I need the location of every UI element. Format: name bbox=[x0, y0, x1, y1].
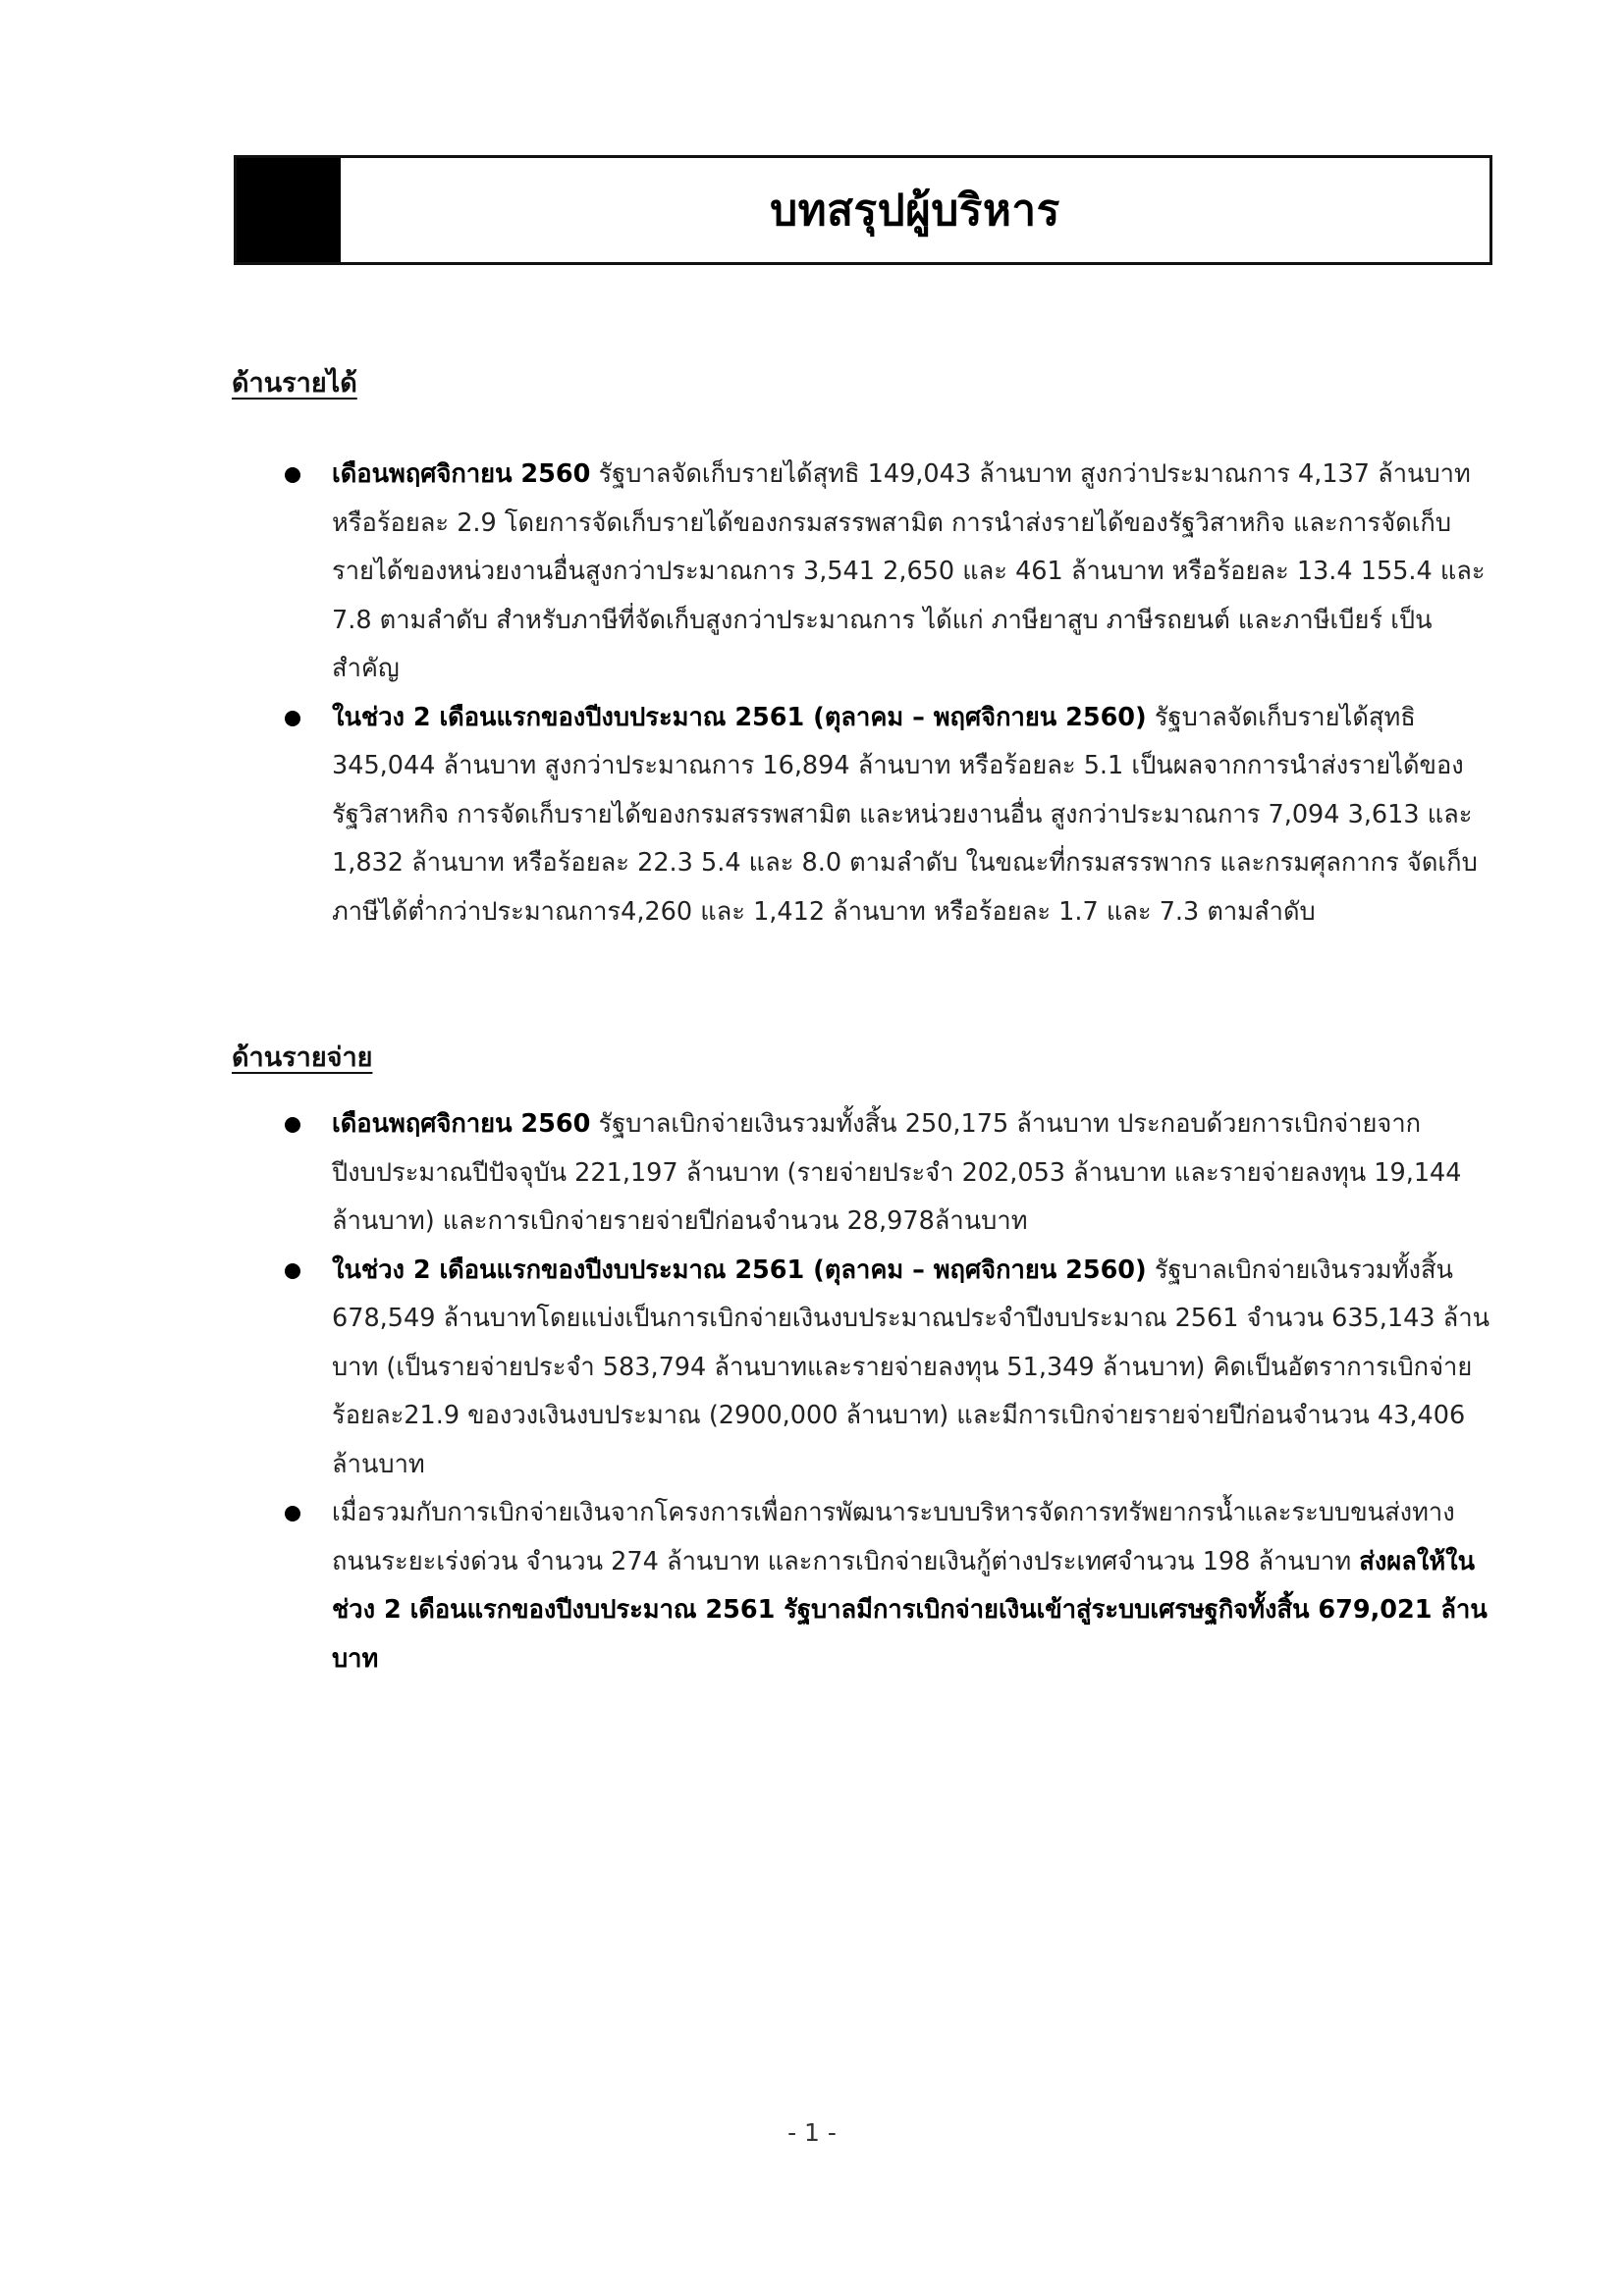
list-item bbox=[283, 451, 1490, 694]
expenditure-item-1-body: รัฐบาลเบิกจ่ายเงินรวมทั้งสิ้น 250,175 ล้านบาท ประกอบด้วยการเบิกจ่ายจากปีงบประมาณปีปัจจุบัน 221,197 ล้านบาท (รายจ่ายประจำ 202,053 ล้านบาท และรายจ่ายลงทุน 19,144 ล้านบาท) และการเบิกจ่ายรายจ่ายปีก่อนจำนวน 28,978ล้านบาท bbox=[332, 1109, 1462, 1236]
list-item bbox=[283, 1247, 1490, 1490]
list-item bbox=[283, 1100, 1490, 1247]
bullet-icon bbox=[285, 1263, 300, 1279]
title-box bbox=[234, 155, 1492, 265]
revenue-item-1-body: รัฐบาลจัดเก็บรายได้สุทธิ 149,043 ล้านบาท สูงกว่าประมาณการ 4,137 ล้านบาท หรือร้อยละ 2.9 โดยการจัดเก็บรายได้ของกรมสรรพสามิต การนำส่งรายได้ของรัฐวิสาหกิจ และการจัดเก็บรายได้ของหน่วยงานอื่นสูงกว่าประมาณการ 3,541 2,650 และ 461 ล้านบาท หรือร้อยละ 13.4 155.4 และ 7.8 ตามลำดับ สำหรับภาษีที่จัดเก็บสูงกว่าประมาณการ ได้แก่ ภาษียาสูบ ภาษีรถยนต์ และภาษีเบียร์ เป็นสำคัญ bbox=[332, 459, 1486, 683]
expenditure-item-1-text bbox=[332, 1100, 1490, 1247]
revenue-item-2-text bbox=[332, 694, 1490, 937]
bullet-icon bbox=[285, 467, 300, 483]
expenditure-item-3-bold-tail: ส่งผลให้ในช่วง 2 เดือนแรกของปีงบประมาณ 2561 รัฐบาลมีการเบิกจ่ายเงินเข้าสู่ระบบเศรษฐกิจทั้งสิ้น 679,021 ล้านบาท bbox=[332, 1546, 1488, 1674]
revenue-heading: ด้านรายได้ bbox=[232, 368, 357, 399]
expenditure-item-3-text bbox=[332, 1489, 1490, 1683]
revenue-list bbox=[283, 451, 1490, 936]
expenditure-item-1-bold: เดือนพฤศจิกายน 2560 bbox=[332, 1109, 591, 1139]
revenue-item-2-body: รัฐบาลจัดเก็บรายได้สุทธิ 345,044 ล้านบาท สูงกว่าประมาณการ 16,894 ล้านบาท หรือร้อยละ 5.1 เป็นผลจากการนำส่งรายได้ของรัฐวิสาหกิจ การจัดเก็บรายได้ของกรมสรรพสามิต และหน่วยงานอื่น สูงกว่าประมาณการ 7,094 3,613 และ 1,832 ล้านบาท หรือร้อยละ 22.3 5.4 และ 8.0 ตามลำดับ ในขณะที่กรมสรรพากร และกรมศุลกากร จัดเก็บภาษีได้ต่ำกว่าประมาณการ4,260 และ 1,412 ล้านบาท หรือร้อยละ 1.7 และ 7.3 ตามลำดับ bbox=[332, 702, 1478, 927]
expenditure-list bbox=[283, 1100, 1490, 1683]
revenue-item-2-bold: ในช่วง 2 เดือนแรกของปีงบประมาณ 2561 (ตุลาคม – พฤศจิกายน 2560) bbox=[332, 702, 1147, 732]
bullet-icon bbox=[285, 711, 300, 726]
expenditure-heading: ด้านรายจ่าย bbox=[232, 1042, 373, 1073]
revenue-item-1-bold: เดือนพฤศจิกายน 2560 bbox=[332, 459, 591, 489]
expenditure-item-2-bold: ในช่วง 2 เดือนแรกของปีงบประมาณ 2561 (ตุลาคม – พฤศจิกายน 2560) bbox=[332, 1255, 1147, 1285]
expenditure-item-2-text bbox=[332, 1247, 1490, 1490]
revenue-item-1-text bbox=[332, 451, 1490, 694]
bullet-icon bbox=[285, 1117, 300, 1133]
page-number: - 1 - bbox=[787, 2118, 837, 2147]
page-title: บทสรุปผู้บริหาร bbox=[770, 186, 1060, 236]
title-black-block bbox=[237, 158, 341, 262]
list-item bbox=[283, 1489, 1490, 1683]
expenditure-item-3-body: เมื่อรวมกับการเบิกจ่ายเงินจากโครงการเพื่อการพัฒนาระบบบริหารจัดการทรัพยากรน้ำและระบบขนส่งทางถนนระยะเร่งด่วน จำนวน 274 ล้านบาท และการเบิกจ่ายเงินกู้ต่างประเทศจำนวน 198 ล้านบาท bbox=[332, 1498, 1455, 1576]
expenditure-item-2-body: รัฐบาลเบิกจ่ายเงินรวมทั้งสิ้น 678,549 ล้านบาทโดยแบ่งเป็นการเบิกจ่ายเงินงบประมาณประจำปีงบประมาณ 2561 จำนวน 635,143 ล้านบาท (เป็นรายจ่ายประจำ 583,794 ล้านบาทและรายจ่ายลงทุน 51,349 ล้านบาท) คิดเป็นอัตราการเบิกจ่ายร้อยละ21.9 ของวงเงินงบประมาณ (2900,000 ล้านบาท) และมีการเบิกจ่ายรายจ่ายปีก่อนจำนวน 43,406 ล้านบาท bbox=[332, 1255, 1490, 1479]
list-item bbox=[283, 694, 1490, 937]
bullet-icon bbox=[285, 1506, 300, 1522]
